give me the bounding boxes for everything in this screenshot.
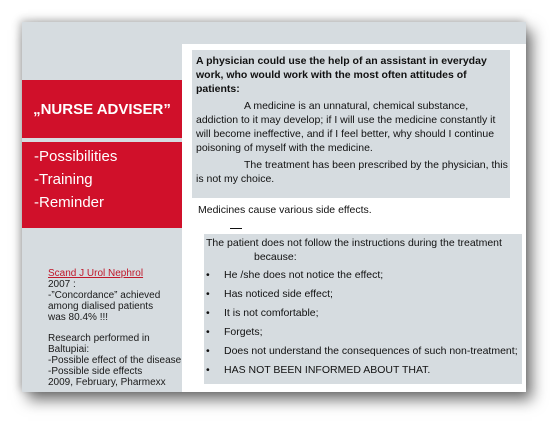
feature-training: -Training [34,171,93,188]
reasons-list [206,268,520,377]
attitudes-text [196,54,508,186]
research-line: -Possible side effects [48,366,143,377]
bullet-icon: • [206,326,210,338]
journal-link[interactable]: Scand J Urol Nephrol [48,268,144,279]
reasons-intro: The patient does not follow the instructions during the treatment [206,237,502,249]
list-item: • Does not understand the consequences of such non-treatment; [206,345,518,357]
research-line: -Possible effect of the disease [48,355,182,366]
bullet-icon: • [206,345,210,357]
reasons-because: because: [254,251,297,263]
list-item: • Has noticed side effect; [206,288,333,300]
top-gray-band [182,22,526,44]
features-list [22,142,182,228]
reference-block [48,268,188,388]
reference-line: 2007 : [48,279,76,290]
nurse-adviser-title: „NURSE ADVISER” [22,80,182,138]
research-line: Research performed in Baltupiai: [48,333,150,355]
list-item: • HAS NOT BEEN INFORMED ABOUT THAT. [206,364,431,376]
reference-line: was 80.4% !!! [48,312,109,323]
attitude-paragraph-1: A medicine is an unnatural, chemical substance, addiction to it may develop; if I will use the medicine constantly it will become ineffective, and if I feel better, why should I continue poisoning of myself with the medicine. [196,100,496,154]
research-line: 2009, February, Pharmexx [48,377,166,388]
reference-line: -”Concordance” achieved [48,290,161,301]
attitude-paragraph-2: The treatment has been prescribed by the physician, this is not my choice. [196,159,508,185]
reasons-text [206,236,520,382]
divider-dash [230,228,242,229]
attitudes-heading: A physician could use the help of an assistant in everyday work, who would work with the most often attitudes of patients: [196,55,487,95]
feature-reminder: -Reminder [34,194,105,211]
side-effects-line: Medicines cause various side effects. [198,204,372,216]
slide [22,22,526,392]
bullet-icon: • [206,288,210,300]
reference-line: among dialised patients [48,301,154,312]
list-item: • It is not comfortable; [206,307,319,319]
bullet-icon: • [206,307,210,319]
bullet-icon: • [206,269,210,281]
feature-possibilities: -Possibilities [34,148,118,165]
bullet-icon: • [206,364,210,376]
list-item: • He /she does not notice the effect; [206,269,384,281]
list-item: • Forgets; [206,326,263,338]
